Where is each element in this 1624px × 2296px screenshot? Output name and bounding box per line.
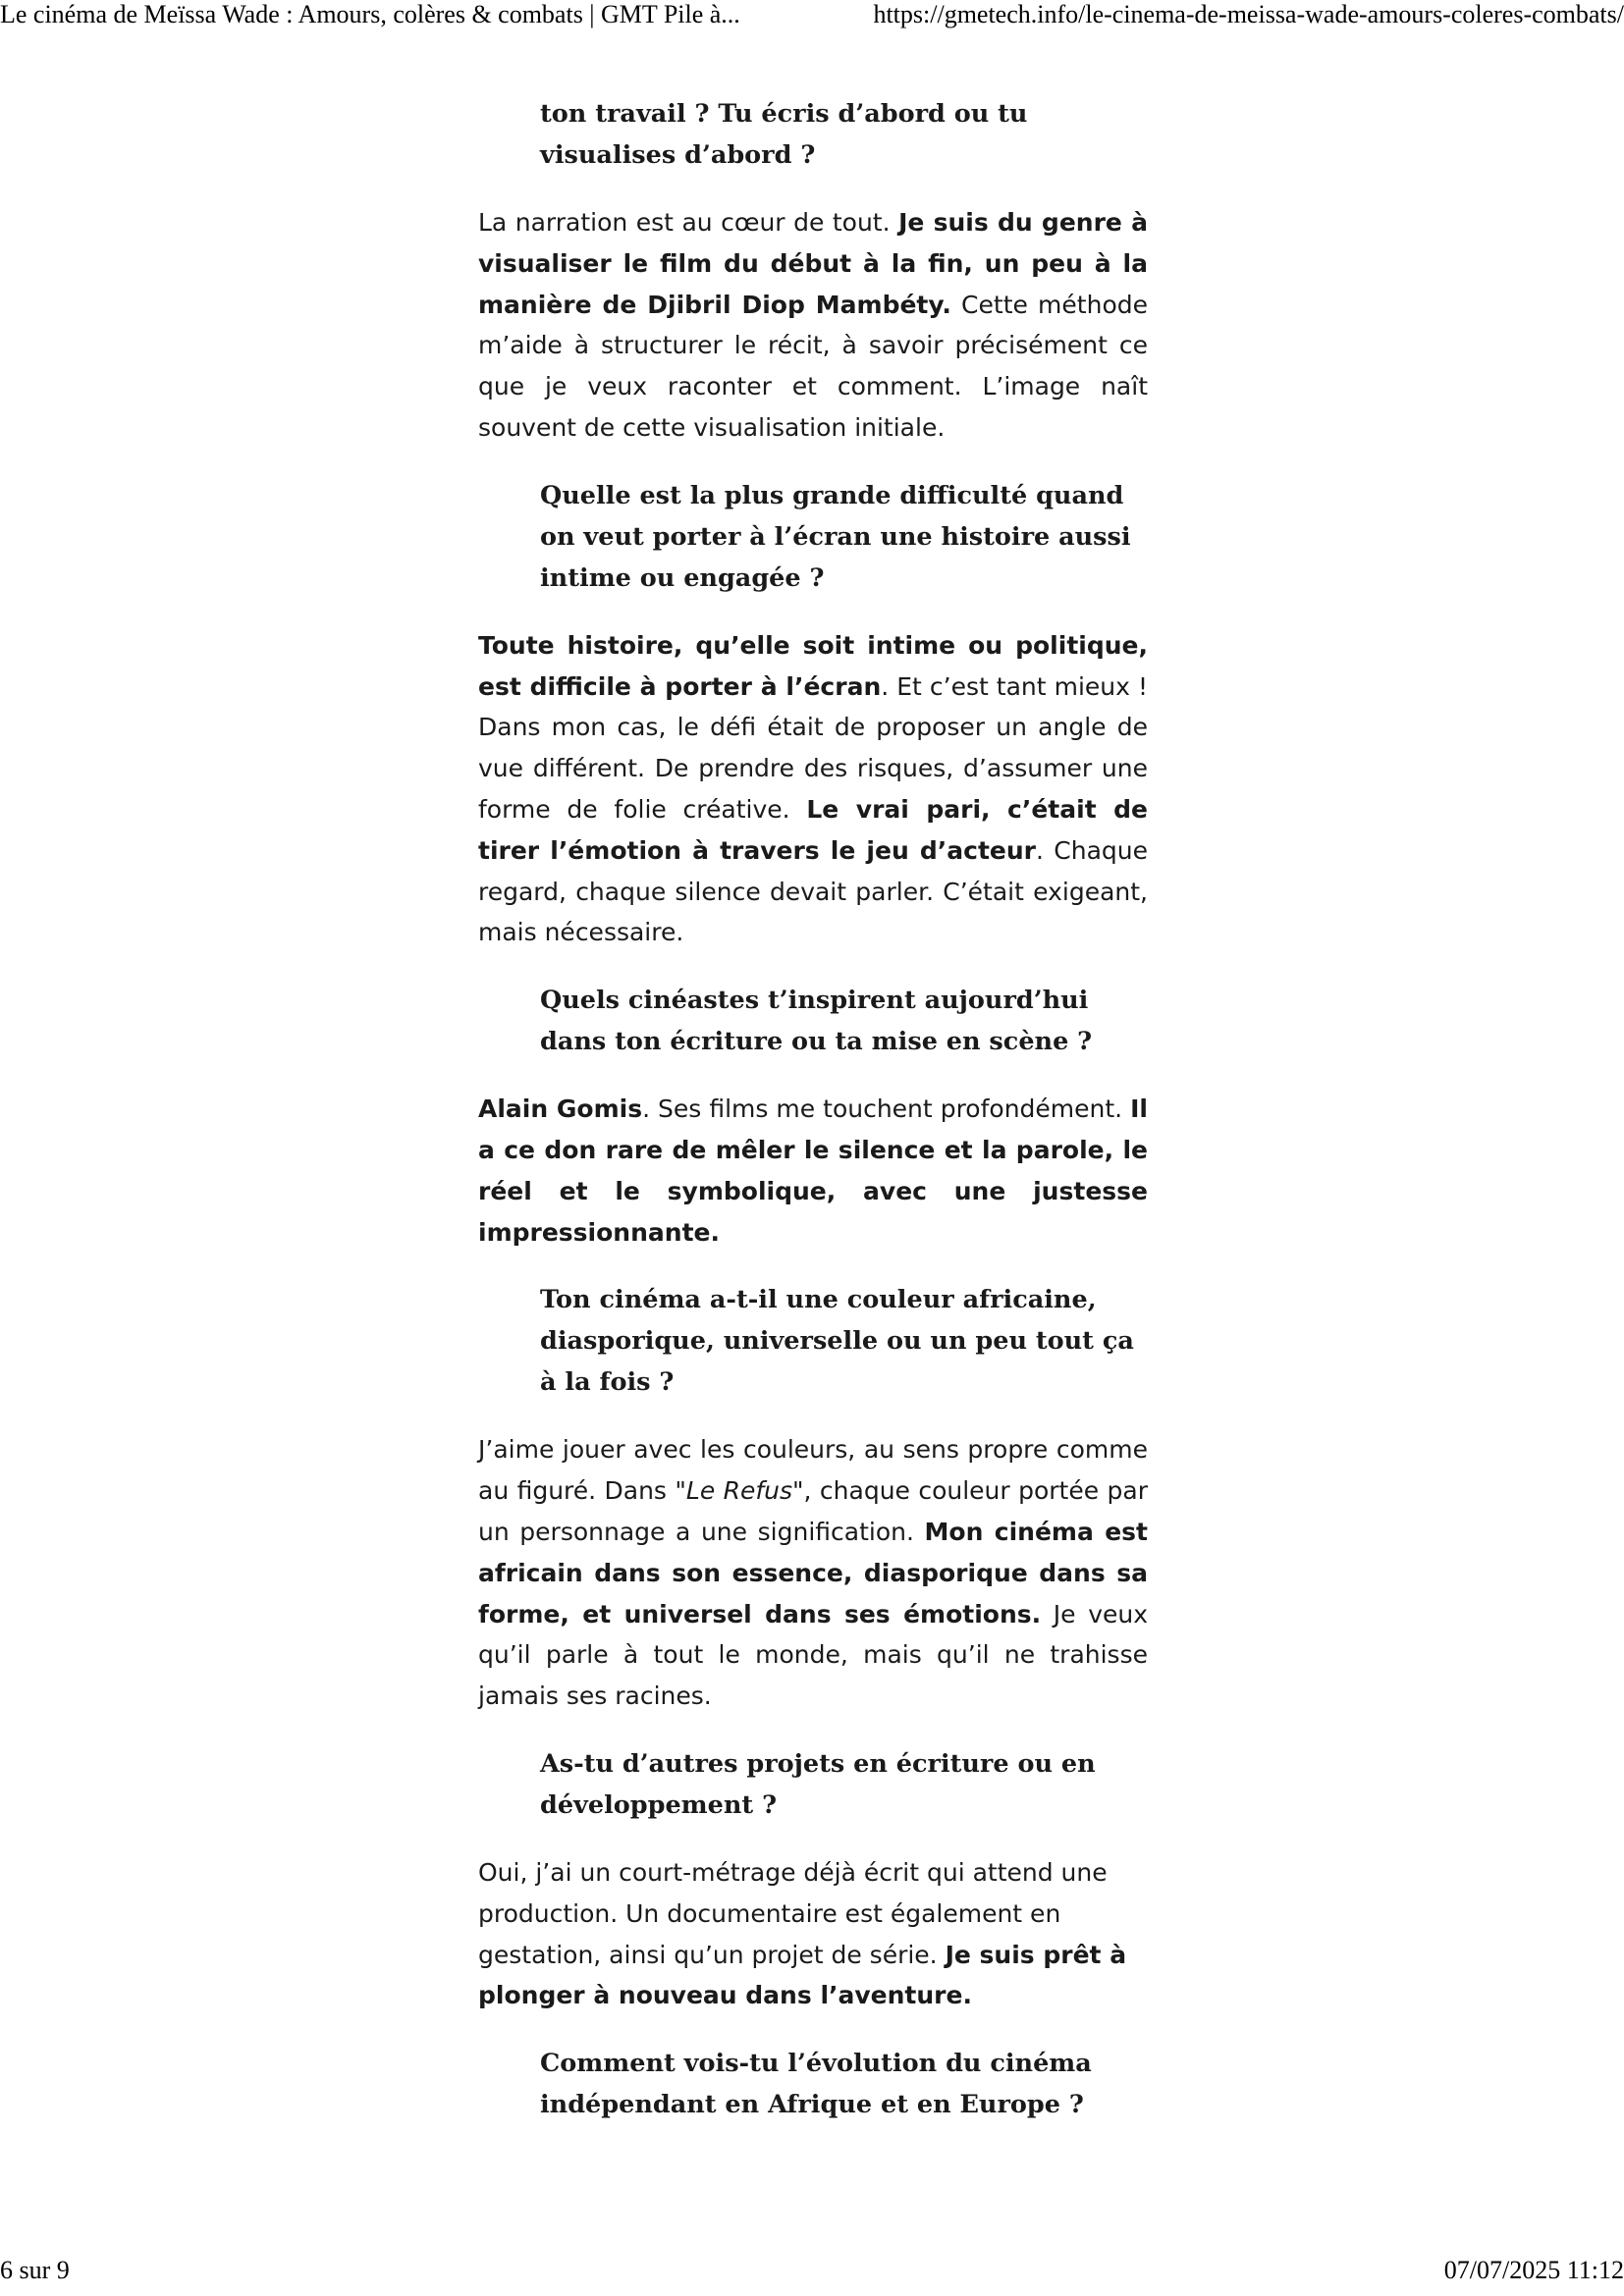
answer-bold-text: Je suis prêt à plonger à nouveau dans l’aventure.: [478, 1940, 1127, 2010]
print-header: [0, 0, 1624, 35]
interview-answer: [478, 1089, 1148, 1253]
print-header-url: https://gmetech.info/le-cinema-de-meissa-wade-amours-coleres-combats/: [873, 0, 1624, 28]
answer-bold-text: Mon cinéma est africain dans son essence, diasporique dans sa forme, et universel dans ses émotions.: [478, 1517, 1148, 1629]
answer-bold-text: Il a ce don rare de mêler le silence et la parole, le réel et le symbolique, avec une justesse impressionnante.: [478, 1095, 1148, 1247]
answer-bold-text: Alain Gomis: [478, 1095, 643, 1124]
answer-bold-text: Toute histoire, qu’elle soit intime ou politique, est difficile à porter à l’écran: [478, 630, 1148, 701]
interview-question: ton travail ? Tu écris d’abord ou tu visualises d’abord ?: [540, 99, 1028, 170]
answer-text: Je veux qu’il parle à tout le monde, mais qu’il ne trahisse jamais ses racines.: [478, 1599, 1149, 1711]
answer-bold-text: Je suis du genre à visualiser le film du début à la fin, un peu à la manière de Djibril Diop Mambéty.: [478, 208, 1149, 319]
interview-question: Quelle est la plus grande difficulté quand on veut porter à l’écran une histoire aussi intime ou engagée ?: [540, 480, 1131, 593]
page-number: 6 sur 9: [0, 2256, 70, 2284]
answer-text: . Chaque regard, chaque silence devait parler. C’était exigeant, mais nécessaire.: [478, 835, 1148, 947]
answer-text: , chaque couleur portée par un personnage a une signification.: [478, 1476, 1148, 1546]
print-datetime: 07/07/2025 11:12: [1443, 2256, 1624, 2284]
answer-text: . Et c’est tant mieux ! Dans mon cas, le défi était de proposer un angle de vue différent. De prendre des risques, d’assumer une forme de folie créative.: [478, 671, 1149, 824]
article-body: [478, 93, 1148, 2152]
interview-question: Quels cinéastes t’inspirent aujourd’hui dans ton écriture ou ta mise en scène ?: [540, 986, 1093, 1057]
interview-answer: [478, 1852, 1148, 2016]
film-title: "Le Refus": [675, 1476, 804, 1506]
answer-text: Cette méthode m’aide à structurer le récit, à savoir précisément ce que je veux raconter et comment. L’image naît souvent de cette visualisation initiale.: [478, 290, 1148, 442]
print-footer: [0, 2256, 1624, 2291]
answer-bold-text: Le vrai pari, c’était de tirer l’émotion à travers le jeu d’acteur: [478, 794, 1149, 865]
interview-answer: [478, 625, 1148, 953]
answer-text: J’aime jouer avec les couleurs, au sens propre comme au figuré. Dans: [478, 1435, 1148, 1506]
interview-question: Ton cinéma a-t-il une couleur africaine, diasporique, universelle ou un peu tout ça à la fois ?: [540, 1285, 1134, 1398]
print-header-title: Le cinéma de Meïssa Wade : Amours, colères & combats | GMT Pile à...: [0, 0, 740, 28]
interview-question: Comment vois-tu l’évolution du cinéma indépendant en Afrique et en Europe ?: [540, 2049, 1092, 2120]
interview-answer: [478, 1429, 1148, 1717]
interview-answer: [478, 202, 1148, 449]
answer-text: . Ses films me touchent profondément.: [642, 1095, 1131, 1124]
interview-question: As-tu d’autres projets en écriture ou en développement ?: [540, 1748, 1096, 1820]
answer-text: La narration est au cœur de tout.: [478, 208, 899, 237]
answer-text: Oui, j’ai un court-métrage déjà écrit qui attend une production. Un documentaire est également en gestation, ainsi qu’un projet de série.: [478, 1857, 1108, 1969]
